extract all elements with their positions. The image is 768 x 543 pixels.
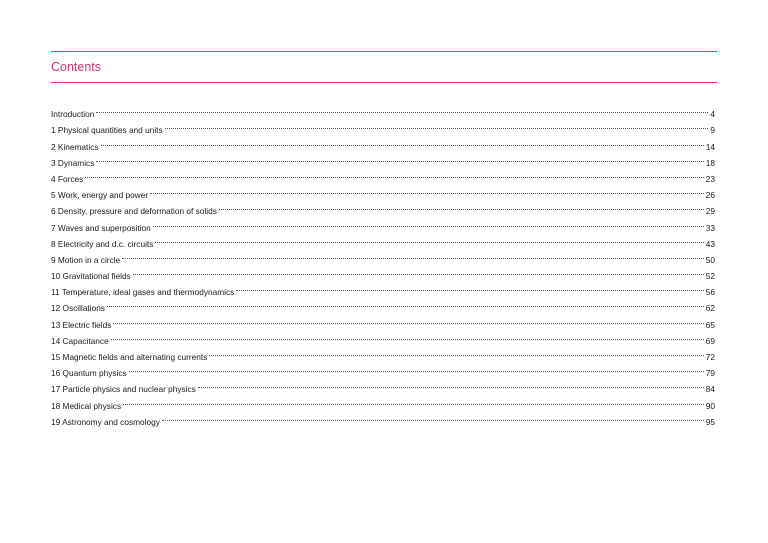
toc-dot-leader xyxy=(96,101,708,117)
toc-entry-page-number: 84 xyxy=(705,384,715,395)
toc-entry[interactable] xyxy=(51,247,715,263)
toc-entry[interactable] xyxy=(51,198,715,217)
heading-underline xyxy=(51,82,717,83)
toc-entry-label: 10 Gravitational fields xyxy=(51,271,131,282)
toc-entry-page-number: 50 xyxy=(705,254,715,265)
toc-entry-page-number: 23 xyxy=(705,173,715,184)
toc-entry-page-number: 9 xyxy=(710,125,715,136)
toc-dot-leader xyxy=(113,311,703,327)
toc-entry-page-number: 69 xyxy=(705,335,715,346)
table-of-contents xyxy=(51,101,715,425)
toc-entry[interactable] xyxy=(51,117,715,136)
toc-entry-label: 9 Motion in a circle xyxy=(51,254,121,265)
toc-dot-leader xyxy=(219,198,704,214)
page-title: Contents xyxy=(51,60,102,74)
toc-dot-leader xyxy=(122,247,704,263)
toc-entry-label: 14 Capacitance xyxy=(51,335,109,346)
toc-dot-leader xyxy=(129,360,704,376)
toc-dot-leader xyxy=(150,182,704,198)
toc-entry[interactable] xyxy=(51,344,715,360)
toc-entry[interactable] xyxy=(51,166,715,182)
toc-entry-page-number: 33 xyxy=(705,222,715,233)
toc-entry-page-number: 18 xyxy=(705,157,715,168)
toc-entry-page-number: 26 xyxy=(705,190,715,201)
toc-entry-page-number: 95 xyxy=(705,416,715,427)
toc-dot-leader xyxy=(153,214,704,230)
toc-entry[interactable] xyxy=(51,328,715,344)
toc-entry-label: 2 Kinematics xyxy=(51,141,99,152)
toc-entry-page-number: 52 xyxy=(705,271,715,282)
toc-entry-label: 13 Electric fields xyxy=(51,319,112,330)
toc-entry-label: 4 Forces xyxy=(51,173,84,184)
toc-dot-leader xyxy=(162,409,704,425)
toc-entry-page-number: 14 xyxy=(705,141,715,152)
toc-entry-label: 18 Medical physics xyxy=(51,400,122,411)
toc-dot-leader xyxy=(111,328,704,344)
toc-entry-label: 6 Density, pressure and deformation of solids xyxy=(51,206,217,217)
toc-entry[interactable] xyxy=(51,133,715,152)
toc-entry[interactable] xyxy=(51,360,715,379)
toc-entry-label: 7 Waves and superposition xyxy=(51,222,151,233)
toc-dot-leader xyxy=(101,133,704,149)
toc-entry-page-number: 4 xyxy=(710,109,715,120)
toc-entry-label: 11 Temperature, ideal gases and thermodynamics xyxy=(51,287,235,298)
toc-entry[interactable] xyxy=(51,311,715,330)
toc-entry-page-number: 90 xyxy=(705,400,715,411)
toc-dot-leader xyxy=(133,263,704,279)
toc-entry-label: 1 Physical quantities and units xyxy=(51,125,163,136)
toc-entry[interactable] xyxy=(51,182,715,201)
toc-entry[interactable] xyxy=(51,101,715,120)
toc-entry-label: 15 Magnetic fields and alternating currents xyxy=(51,352,208,362)
toc-dot-leader xyxy=(107,295,704,311)
toc-entry[interactable] xyxy=(51,263,715,282)
toc-entry[interactable] xyxy=(51,295,715,314)
toc-dot-leader xyxy=(96,150,703,166)
toc-entry-page-number: 29 xyxy=(705,206,715,217)
toc-dot-leader xyxy=(85,166,703,182)
toc-entry-label: 5 Work, energy and power xyxy=(51,190,149,201)
toc-entry-label: 12 Oscillations xyxy=(51,303,105,314)
toc-entry-page-number: 65 xyxy=(705,319,715,330)
toc-entry-label: 3 Dynamics xyxy=(51,157,95,168)
toc-entry[interactable] xyxy=(51,392,715,411)
toc-entry-label: 17 Particle physics and nuclear physics xyxy=(51,384,196,395)
toc-entry-label: 19 Astronomy and cosmology xyxy=(51,416,160,427)
toc-dot-leader xyxy=(198,376,704,392)
toc-dot-leader xyxy=(155,231,703,247)
toc-entry-label: Introduction xyxy=(51,109,95,120)
toc-dot-leader xyxy=(236,279,704,295)
toc-entry-page-number: 79 xyxy=(705,368,715,379)
toc-entry-page-number: 72 xyxy=(705,352,715,362)
toc-entry[interactable] xyxy=(51,150,715,166)
toc-entry-page-number: 62 xyxy=(705,303,715,314)
toc-dot-leader xyxy=(209,344,703,360)
toc-dot-leader xyxy=(165,117,709,133)
toc-entry-label: 8 Electricity and d.c. circuits xyxy=(51,238,154,249)
toc-entry[interactable] xyxy=(51,376,715,395)
toc-dot-leader xyxy=(123,392,704,408)
top-rule xyxy=(51,51,717,52)
toc-entry-label: 16 Quantum physics xyxy=(51,368,127,379)
toc-entry-page-number: 43 xyxy=(705,238,715,249)
toc-entry-page-number: 56 xyxy=(705,287,715,298)
toc-entry[interactable] xyxy=(51,279,715,298)
toc-entry[interactable] xyxy=(51,409,715,425)
